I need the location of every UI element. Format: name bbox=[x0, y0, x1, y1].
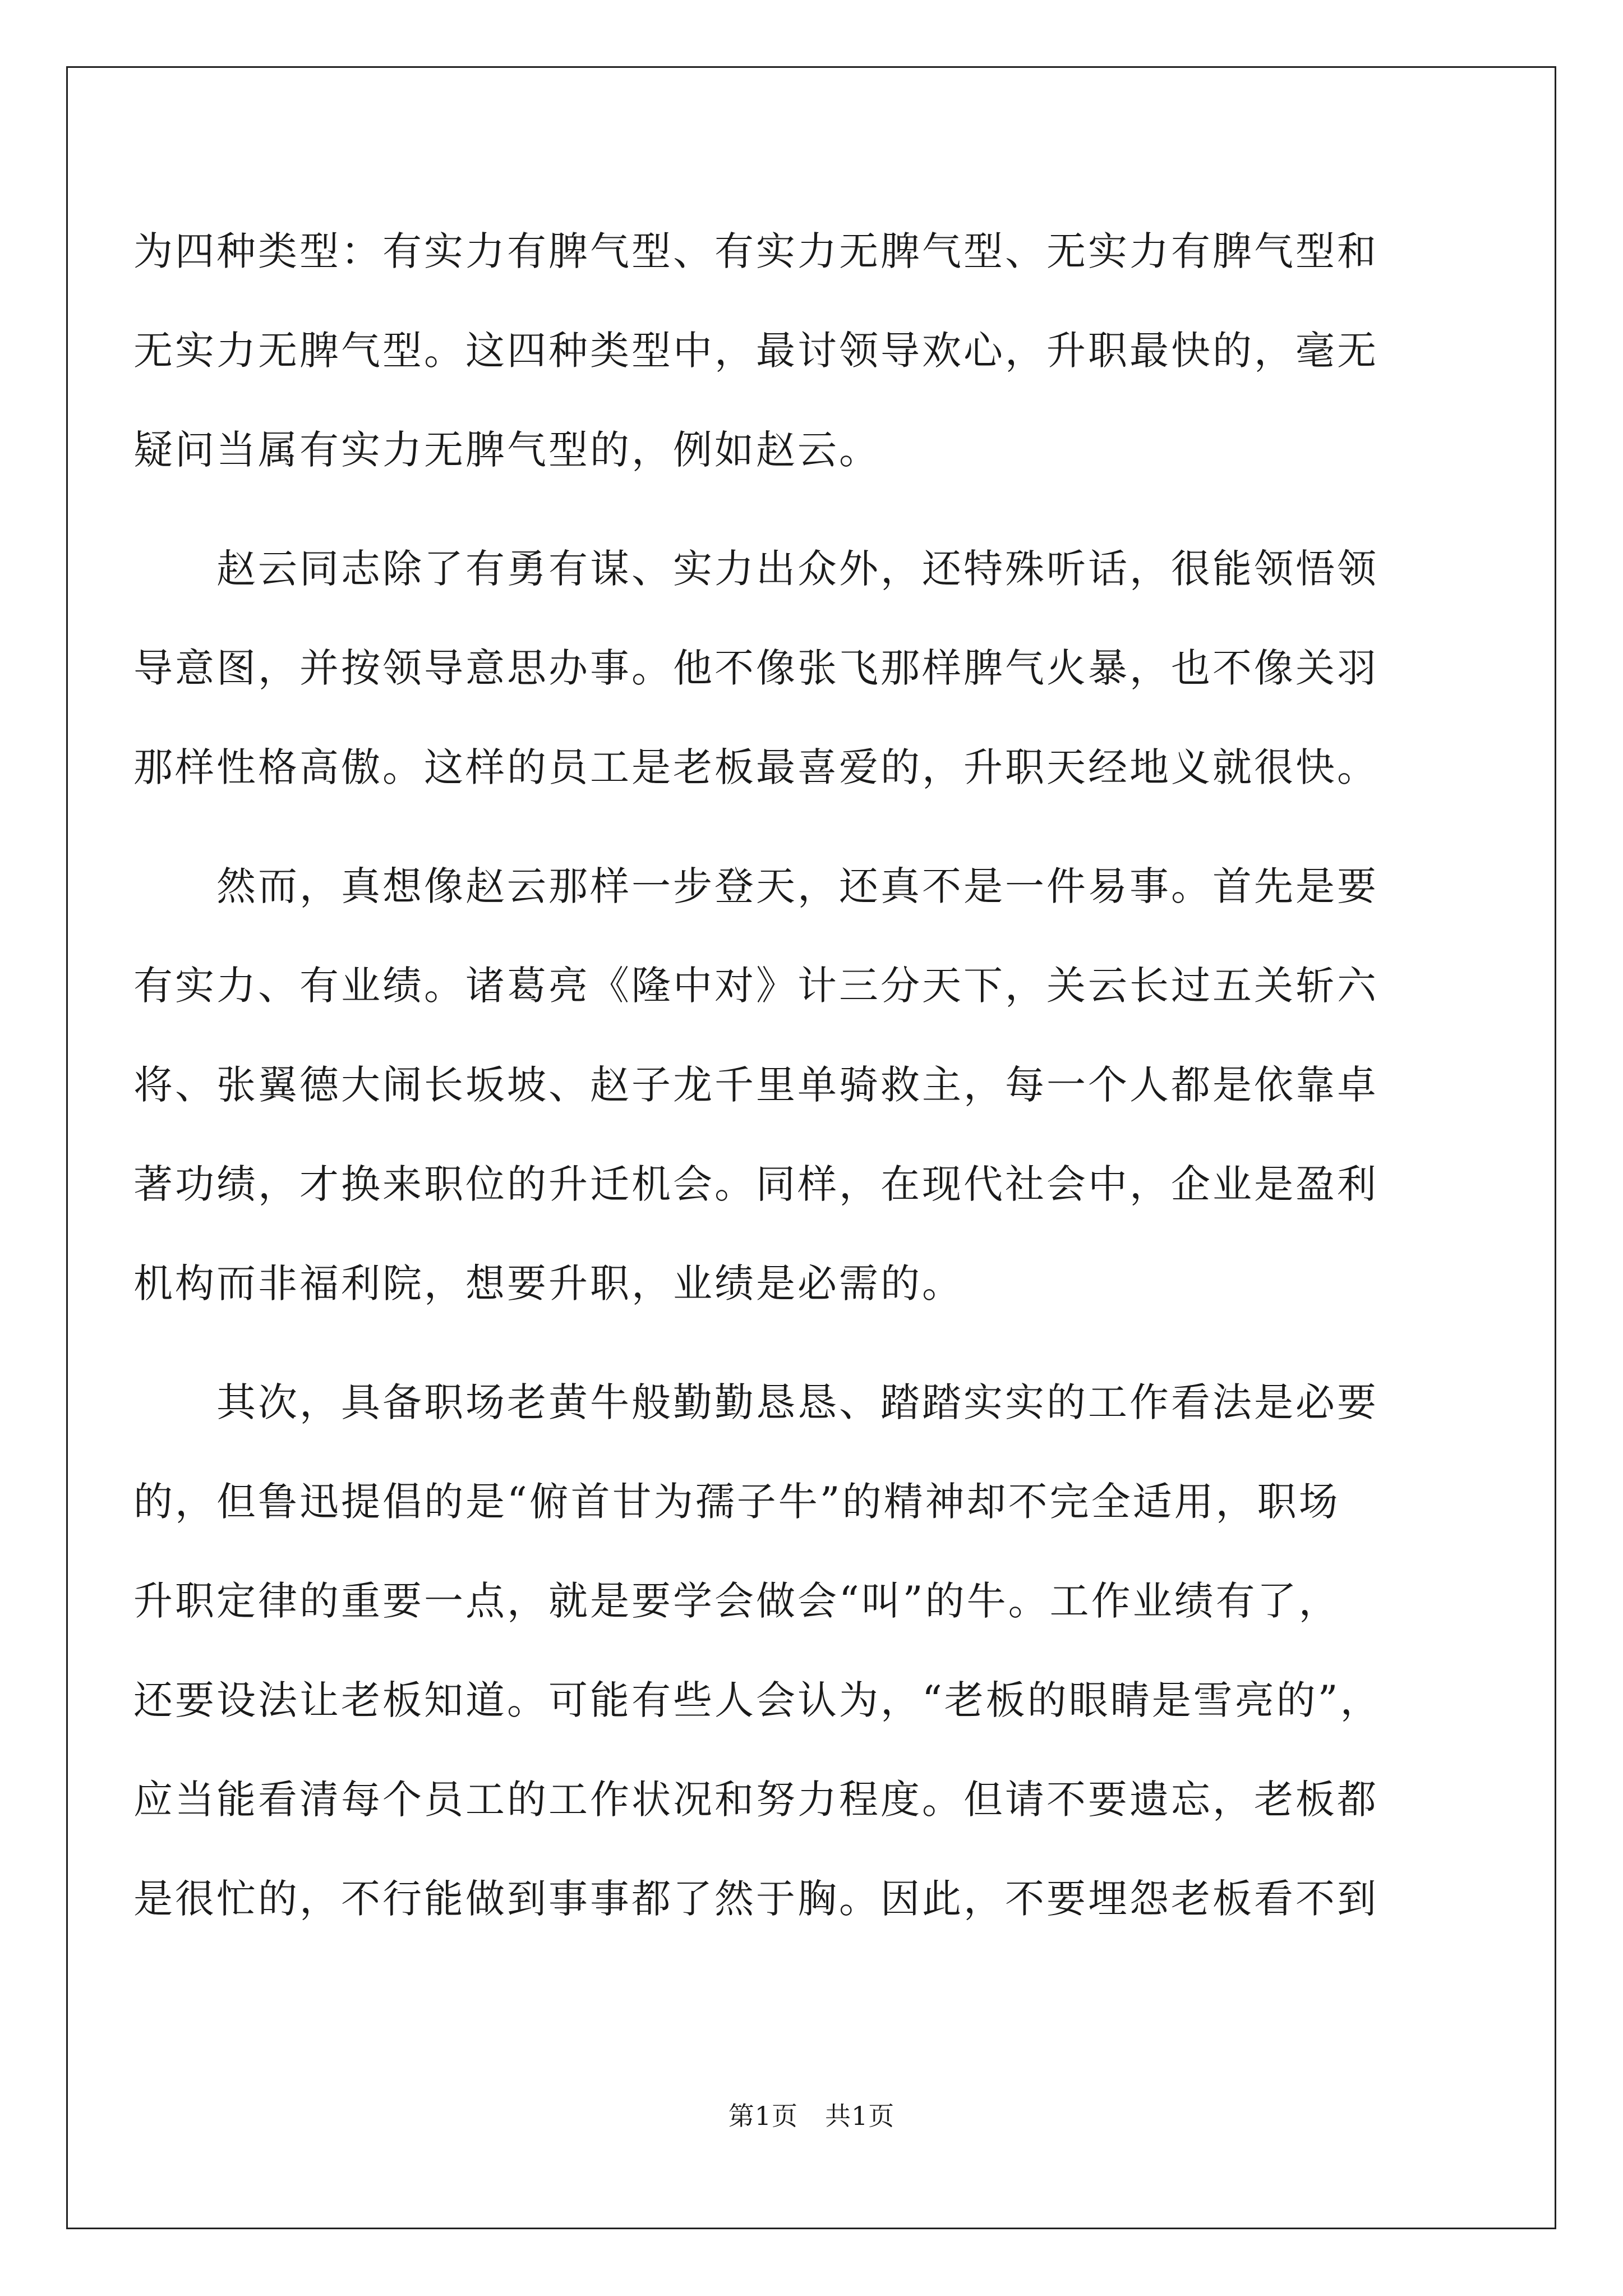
text-line: 还要设法让老板知道。可能有些人会认为，“老板的眼睛是雪亮的”， bbox=[133, 1677, 1382, 1723]
text-line: 赵云同志除了有勇有谋、实力出众外，还特殊听话，很能领悟领 bbox=[133, 546, 1378, 592]
page-total: 共1页 bbox=[825, 2101, 895, 2131]
text-line: 将、张翼德大闹长坂坡、赵子龙千里单骑救主，每一个人都是依靠卓 bbox=[133, 1062, 1378, 1108]
text-line: 无实力无脾气型。这四种类型中，最讨领导欢心，升职最快的，毫无 bbox=[133, 328, 1378, 374]
text-line: 应当能看清每个员工的工作状况和努力程度。但请不要遗忘，老板都 bbox=[133, 1777, 1378, 1823]
page-number: 第1页 bbox=[728, 2101, 798, 2131]
text-line: 为四种类型：有实力有脾气型、有实力无脾气型、无实力有脾气型和 bbox=[133, 228, 1378, 274]
text-line: 其次，具备职场老黄牛般勤勤恳恳、踏踏实实的工作看法是必要 bbox=[133, 1379, 1378, 1425]
text-line: 导意图，并按领导意思办事。他不像张飞那样脾气火暴，也不像关羽 bbox=[133, 645, 1378, 691]
text-line: 机构而非福利院，想要升职，业绩是必需的。 bbox=[133, 1260, 963, 1306]
page-footer bbox=[0, 2099, 1623, 2133]
text-line: 然而，真想像赵云那样一步登天，还真不是一件易事。首先是要 bbox=[133, 863, 1378, 909]
text-line: 升职定律的重要一点，就是要学会做会“叫”的牛。工作业绩有了， bbox=[133, 1578, 1340, 1624]
text-line: 是很忙的，不行能做到事事都了然于胸。因此，不要埋怨老板看不到 bbox=[133, 1876, 1378, 1922]
text-line: 著功绩，才换来职位的升迁机会。同样，在现代社会中，企业是盈利 bbox=[133, 1161, 1378, 1207]
text-line: 疑问当属有实力无脾气型的，例如赵云。 bbox=[133, 427, 880, 473]
text-line: 有实力、有业绩。诸葛亮《隆中对》计三分天下，关云长过五关斩六 bbox=[133, 963, 1378, 1009]
text-line: 那样性格高傲。这样的员工是老板最喜爱的，升职天经地义就很快。 bbox=[133, 744, 1378, 790]
text-line: 的，但鲁迅提倡的是“俯首甘为孺子牛”的精神却不完全适用，职场 bbox=[133, 1479, 1340, 1525]
